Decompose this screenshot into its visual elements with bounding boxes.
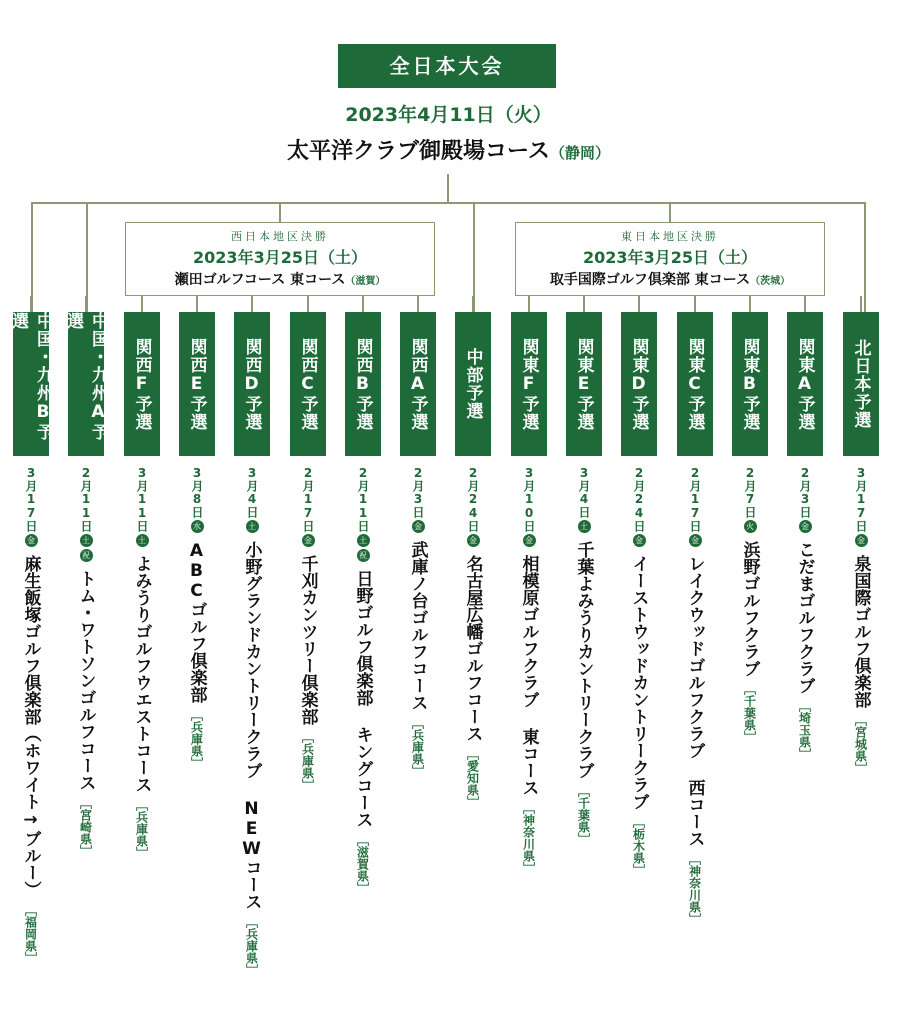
qualifier-date: 2月11日 <box>356 466 370 532</box>
qualifier-venue: レイクウッドゴルフクラブ 西コース <box>684 555 705 847</box>
weekday-badge: 祝 <box>80 549 93 562</box>
qualifier-details <box>124 466 160 859</box>
qualifier-venue: こだまゴルフクラブ <box>794 541 815 694</box>
connector-qualifier <box>30 296 32 312</box>
weekday-badge: 金 <box>523 534 536 547</box>
qualifier-date: 3月4日 <box>577 466 591 518</box>
qualifier-pref: ［兵庫県］ <box>134 799 149 859</box>
qualifier-details <box>179 466 215 769</box>
qualifier-box: 関東A予選 <box>787 312 823 456</box>
qualifier-pref: ［宮崎県］ <box>78 797 93 857</box>
qualifier-date: 2月17日 <box>688 466 702 532</box>
qualifier-details <box>566 466 602 845</box>
connector-qualifier <box>694 296 696 312</box>
connector-qualifier <box>528 296 530 312</box>
qualifier-pref: ［兵庫県］ <box>410 717 425 777</box>
east-final-venue <box>516 269 824 289</box>
weekday-badge: 水 <box>191 520 204 533</box>
qualifier-venue: 千葉よみうりカントリークラブ <box>573 541 594 779</box>
qualifier-box: 関東C予選 <box>677 312 713 456</box>
connector-qualifier <box>749 296 751 312</box>
qualifier-box: 関西D予選 <box>234 312 270 456</box>
weekday-badge: 土 <box>578 520 591 533</box>
connector-qualifier <box>804 296 806 312</box>
qualifier-date: 2月11日 <box>79 466 93 532</box>
weekday-badge: 金 <box>302 534 315 547</box>
qualifier-details <box>290 466 326 791</box>
qualifier-pref: ［福岡県］ <box>23 904 38 964</box>
qualifier-box: 北日本予選 <box>843 312 879 456</box>
weekday-badge: 金 <box>799 520 812 533</box>
final-venue <box>0 134 897 165</box>
qualifier-date: 2月3日 <box>798 466 812 518</box>
weekday-badge: 金 <box>633 534 646 547</box>
weekday-badge: 火 <box>744 520 757 533</box>
qualifier-box: 関西F予選 <box>124 312 160 456</box>
east-final-venue-name: 取手国際ゴルフ倶楽部 東コース <box>549 272 751 288</box>
final-date: 2023年4月11日（火） <box>345 104 552 126</box>
qualifier-box: 関西B予選 <box>345 312 381 456</box>
connector-qualifier <box>860 296 862 312</box>
qualifier-box: 中国・九州B予選 <box>13 312 49 456</box>
qualifier-venue: イーストウッドカントリークラブ <box>628 555 649 810</box>
connector-qualifier <box>85 296 87 312</box>
connector-east-up <box>669 202 671 222</box>
qualifier-pref: ［愛知県］ <box>465 748 480 808</box>
final-venue-name: 太平洋クラブ御殿場コース <box>287 139 550 164</box>
qualifier-pref: ［兵庫県］ <box>189 709 204 769</box>
connector-qualifier <box>472 296 474 312</box>
qualifier-pref: ［埼玉県］ <box>797 700 812 760</box>
connector-qualifier <box>417 296 419 312</box>
final-label: 全日本大会 <box>338 44 556 88</box>
qualifier-pref: ［神奈川県］ <box>521 802 536 874</box>
final-venue-pref: （静岡） <box>549 144 610 162</box>
qualifier-venue: 浜野ゴルフクラブ <box>739 541 760 677</box>
qualifier-date: 2月7日 <box>743 466 757 518</box>
qualifier-pref: ［神奈川県］ <box>687 853 702 925</box>
qualifier-venue: 小野グランドカントリークラブ NEWコース <box>241 541 262 910</box>
connector-qualifier <box>307 296 309 312</box>
connector-qualifier <box>638 296 640 312</box>
weekday-badge: 土 <box>80 534 93 547</box>
qualifier-pref: ［兵庫県］ <box>300 731 315 791</box>
qualifier-date: 2月24日 <box>466 466 480 532</box>
qualifier-date: 3月17日 <box>24 466 38 532</box>
qualifier-date: 3月11日 <box>135 466 149 532</box>
qualifier-date: 2月17日 <box>301 466 315 532</box>
qualifier-box: 関西C予選 <box>290 312 326 456</box>
qualifier-box: 関西E予選 <box>179 312 215 456</box>
weekday-badge: 金 <box>25 534 38 547</box>
qualifier-details <box>400 466 436 777</box>
qualifier-venue: 武庫ノ台ゴルフコース <box>407 541 428 711</box>
qualifier-venue: 名古屋広幡ゴルフコース <box>462 555 483 742</box>
qualifier-details <box>345 466 381 894</box>
qualifier-box: 関西A予選 <box>400 312 436 456</box>
weekday-badge: 祝 <box>357 549 370 562</box>
connector-qualifier <box>141 296 143 312</box>
qualifier-pref: ［滋賀県］ <box>355 834 370 894</box>
west-final-date: 2023年3月25日（土） <box>193 248 367 267</box>
qualifier-venue: 日野ゴルフ倶楽部 キングコース <box>352 570 373 828</box>
qualifier-pref: ［兵庫県］ <box>244 916 259 976</box>
connector-qualifier <box>196 296 198 312</box>
qualifier-details <box>621 466 657 876</box>
west-final-box <box>125 222 435 296</box>
qualifier-venue: よみうりゴルフウエストコース <box>131 555 152 793</box>
weekday-badge: 金 <box>855 534 868 547</box>
connector-stem <box>447 174 449 204</box>
qualifier-details <box>13 466 49 964</box>
qualifier-pref: ［宮城県］ <box>853 714 868 774</box>
weekday-badge: 土 <box>357 534 370 547</box>
weekday-badge: 土 <box>246 520 259 533</box>
weekday-badge: 金 <box>467 534 480 547</box>
qualifier-details <box>511 466 547 874</box>
weekday-badge: 土 <box>136 534 149 547</box>
qualifier-details <box>732 466 768 743</box>
qualifier-date: 2月24日 <box>632 466 646 532</box>
connector-west-up <box>279 202 281 222</box>
weekday-badge: 金 <box>689 534 702 547</box>
qualifier-details <box>68 466 104 857</box>
qualifier-venue: 泉国際ゴルフ倶楽部 <box>850 555 871 708</box>
weekday-badge: 金 <box>412 520 425 533</box>
qualifier-details <box>843 466 879 774</box>
east-final-venue-pref: （茨城） <box>750 276 791 287</box>
connector-drop-north <box>864 202 866 312</box>
connector-qualifier <box>251 296 253 312</box>
west-final-title: 西日本地区決勝 <box>231 230 329 243</box>
connector-qualifier <box>583 296 585 312</box>
qualifier-date: 3月10日 <box>522 466 536 532</box>
qualifier-date: 3月4日 <box>245 466 259 518</box>
qualifier-box: 関東D予選 <box>621 312 657 456</box>
qualifier-pref: ［栃木県］ <box>631 816 646 876</box>
qualifier-box: 中部予選 <box>455 312 491 456</box>
qualifier-date: 3月8日 <box>190 466 204 518</box>
qualifier-details <box>455 466 491 808</box>
qualifier-venue: 相模原ゴルフクラブ 東コース <box>518 555 539 796</box>
qualifier-venue: 麻生飯塚ゴルフ倶楽部（ホワイト→ブルー） <box>20 555 41 898</box>
qualifier-venue: 千刈カンツリー倶楽部 <box>297 555 318 725</box>
qualifier-box: 関東B予選 <box>732 312 768 456</box>
qualifier-box: 関東E予選 <box>566 312 602 456</box>
east-final-date: 2023年3月25日（土） <box>583 248 757 267</box>
west-final-venue-name: 瀬田ゴルフコース 東コース <box>174 272 346 288</box>
qualifier-box: 中国・九州A予選 <box>68 312 104 456</box>
west-final-venue-pref: （滋賀） <box>345 276 386 287</box>
qualifier-details <box>677 466 713 925</box>
qualifier-details <box>234 466 270 976</box>
east-final-title: 東日本地区決勝 <box>621 230 719 243</box>
connector-qualifier <box>362 296 364 312</box>
qualifier-box: 関東F予選 <box>511 312 547 456</box>
west-final-venue <box>126 269 434 289</box>
qualifier-pref: ［千葉県］ <box>576 785 591 845</box>
qualifier-date: 2月3日 <box>411 466 425 518</box>
qualifier-date: 3月17日 <box>854 466 868 532</box>
qualifier-venue: トム・ワトソンゴルフコース <box>75 570 96 791</box>
qualifier-pref: ［千葉県］ <box>742 683 757 743</box>
qualifier-details <box>787 466 823 760</box>
qualifier-venue: ABCゴルフ倶楽部 <box>186 541 207 703</box>
connector-top <box>31 202 866 204</box>
east-final-box <box>515 222 825 296</box>
